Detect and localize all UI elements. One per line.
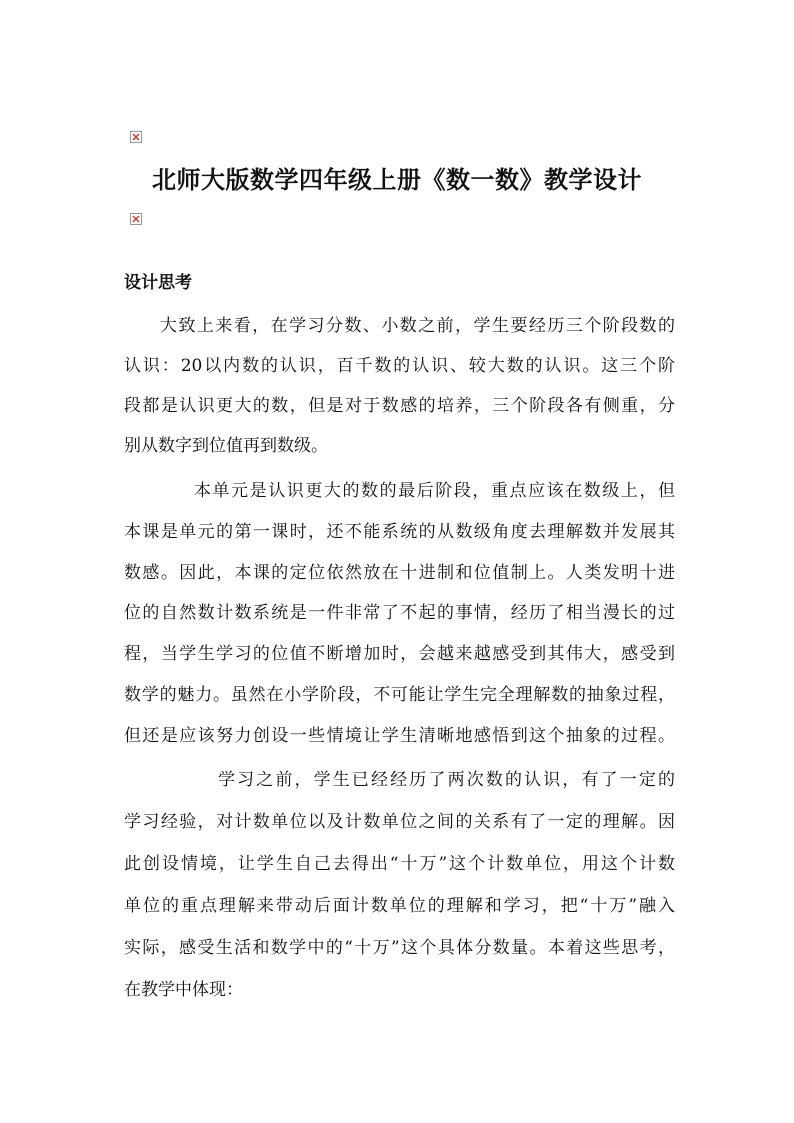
- paragraph-3-line-2: 学习经验，对计数单位以及计数单位之间的关系有了一定的理解。因: [124, 812, 675, 832]
- paragraph-2-line-1: 本单元是认识更大的数的最后阶段，重点应该在数级上，但: [194, 481, 675, 501]
- broken-image-icon: [130, 213, 142, 225]
- paragraph-3-line-1: 学习之前，学生已经经历了两次数的认识，有了一定的: [218, 770, 675, 790]
- paragraph-2-line-6: 数学的魅力。虽然在小学阶段，不可能让学生完全理解数的抽象过程，: [124, 685, 675, 705]
- paragraph-2-line-3: 数感。因此，本课的定位依然放在十进制和位值制上。人类发明十进: [124, 563, 675, 583]
- paragraph-3-line-4: 单位的重点理解来带动后面计数单位的理解和学习，把“十万”融入: [124, 896, 675, 916]
- paragraph-2-line-4: 位的自然数计数系统是一件非常了不起的事情，经历了相当漫长的过: [124, 603, 675, 623]
- document-title: 北师大版数学四年级上册《数一数》教学设计: [152, 165, 642, 194]
- paragraph-2-line-5: 程，当学生学习的位值不断增加时，会越来越感受到其伟大，感受到: [124, 644, 675, 664]
- broken-image-cross: [132, 215, 140, 223]
- broken-image-cross: [132, 133, 140, 141]
- paragraph-1-line-3: 段都是认识更大的数，但是对于数感的培养，三个阶段各有侧重，分: [124, 396, 675, 416]
- paragraph-3-line-5: 实际，感受生活和数学中的“十万”这个具体分数量。本着这些思考，: [124, 938, 675, 958]
- paragraph-1-line-2: 认识：20以内数的认识，百千数的认识、较大数的认识。这三个阶: [124, 356, 675, 376]
- broken-image-icon: [130, 131, 142, 143]
- paragraph-2-line-2: 本课是单元的第一课时，还不能系统的从数级角度去理解数并发展其: [124, 522, 675, 542]
- paragraph-1-line-4: 别从数字到位值再到数级。: [124, 436, 328, 456]
- section-heading: 设计思考: [124, 273, 192, 293]
- paragraph-3-line-6: 在教学中体现：: [124, 980, 243, 1000]
- paragraph-3-line-3: 此创设情境，让学生自己去得出“十万”这个计数单位，用这个计数: [124, 854, 675, 874]
- paragraph-1-line-1: 大致上来看，在学习分数、小数之前，学生要经历三个阶段数的: [160, 316, 675, 336]
- paragraph-2-line-7: 但还是应该努力创设一些情境让学生清晰地感悟到这个抽象的过程。: [124, 726, 675, 746]
